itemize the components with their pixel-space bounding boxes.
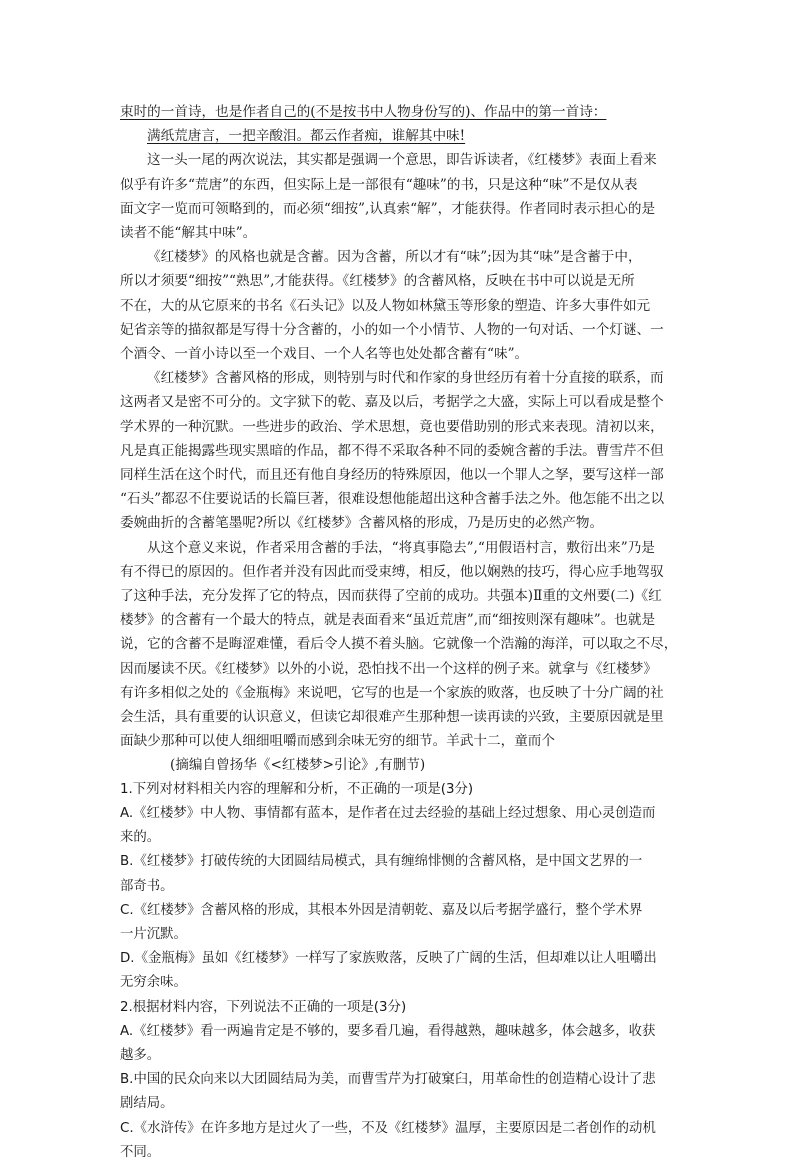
question-text-line: 2.根据材料内容，下列说法不正确的一项是(3分): [120, 999, 407, 1015]
text-line: 因而屡读不厌。《红楼梦》以外的小说，恐怕找不出一个这样的例子来。就拿与《红楼梦》: [120, 660, 657, 677]
question-text-line: D.《金瓶梅》虽如《红楼梦》一样写了家族败落，反映了广阔的生活，但却难以让人咀嚼出: [120, 951, 657, 967]
text-line: 同样生活在这个时代，而且还有他自身经历的特殊原因，他以一个罪人之孥，要写这样一部: [120, 467, 664, 484]
text-line: 凡是真正能揭露些现实黑暗的作品，都不得不采取各种不同的委婉含蓄的手法。曹雪芹不但: [120, 442, 664, 459]
text-line: 学术界的一种沉默。一些进步的政治、学术思想，竟也要借助别的形式来表现。清初以来，: [120, 418, 664, 435]
question-text-line: 一片沉默。: [120, 926, 187, 942]
question-text-line: A.《红楼梦》中人物、事情都有蓝本，是作者在过去经验的基础上经过想象、用心灵创造而: [120, 805, 656, 821]
question-text-line: 越多。: [120, 1047, 161, 1063]
text-line: 说，它的含蓄不是晦涩难懂，看后令人摸不着头脑。它就像一个浩瀚的海洋，可以取之不尽，: [120, 636, 678, 653]
text-line: 满纸荒唐言，一把辛酸泪。都云作者痴，谁解其中味!: [147, 128, 466, 145]
text-line: 了这种手法，充分发挥了它的特点，因而获得了空前的成功。共强本)Ⅱ重的文州要(二)《红: [120, 588, 662, 605]
text-line: 委婉曲折的含蓄笔墨呢?所以《红楼梦》含蓄风格的形成，乃是历史的必然产物。: [120, 515, 604, 532]
text-line: 似乎有许多“荒唐”的东西，但实际上是一部很有“趣味”的书，只是这种“味”不是仅从表: [120, 176, 638, 193]
text-line: 楼梦》的含蓄有一个最大的特点，就是表面看来“虽近荒唐”,而“细按则深有趣味”。也就是: [120, 612, 656, 629]
text-line: 《红楼梦》的风格也就是含蓄。因为含蓄，所以才有“味”;因为其“味”是含蓄于中，: [147, 249, 642, 266]
text-line: 束时的一首诗，也是作者自己的(不是按书中人物身份写的)、作品中的第一首诗：: [120, 104, 607, 120]
text-line: “石头”都忍不住要说话的长篇巨著，很难设想他能超出这种含蓄手法之外。他怎能不出之以: [120, 491, 665, 508]
text-line: 妃省亲等的描叙都是写得十分含蓄的，小的如一个小情节、人物的一句对话、一个灯谜、一: [120, 321, 664, 338]
text-line: 有许多相似之处的《金瓶梅》来说吧，它写的也是一个家族的败落，也反映了十分广阔的社: [120, 684, 664, 701]
question-text-line: C.《水浒传》在许多地方是过火了一些，不及《红楼梦》温厚，主要原因是二者创作的动机: [120, 1120, 656, 1136]
text-line: 不在，大的从它原来的书名《石头记》以及人物如林黛玉等形象的塑造、许多大事件如元: [120, 297, 651, 314]
text-line: 有不得已的原因的。但作者并没有因此而受束缚，相反，他以娴熟的技巧，得心应手地驾驭: [120, 563, 664, 580]
question-text-line: B.《红楼梦》打破传统的大团圆结局模式，具有缠绵悱恻的含蓄风格，是中国文艺界的一: [120, 854, 643, 870]
text-line: 面缺少那种可以使人细细咀嚼而感到余味无穷的细节。羊武十二，童而个: [120, 733, 555, 750]
text-line: 面文字一览而可领略到的，而必须“细按”,认真索“解”，才能获得。作者同时表示担心的是: [120, 200, 656, 217]
question-text-line: B.中国的民众向来以大团圆结局为美，而曹雪芹为打破窠臼，用革命性的创造精心设计了悲: [120, 1072, 656, 1088]
text-line: 这两者又是密不可分的。文字狱下的乾、嘉及以后，考据学之大盛，实际上可以看成是整个: [120, 394, 664, 411]
text-line: 会生活，具有重要的认识意义，但读它却很难产生那种想一读再读的兴致，主要原因就是里: [120, 709, 664, 726]
text-line: 从这个意义来说，作者采用含蓄的手法，“将真事隐去”,“用假语村言，敷衍出来”乃是: [147, 539, 655, 556]
question-text-line: 来的。: [120, 830, 161, 846]
text-line: 这一头一尾的两次说法，其实都是强调一个意思，即告诉读者，《红楼梦》表面上看来: [147, 152, 657, 169]
question-text-line: 无穷余味。: [120, 975, 187, 991]
question-text-line: 部奇书。: [120, 878, 174, 894]
question-text-line: 不同。: [120, 1144, 161, 1160]
text-line: 《红楼梦》含蓄风格的形成，则特别与时代和作家的身世经历有着十分直接的联系，而: [147, 370, 664, 387]
text-line: 读者不能“解其中味”。: [120, 225, 257, 242]
question-text-line: C.《红楼梦》含蓄风格的形成，其根本外因是清朝乾、嘉及以后考据学盛行，整个学术界: [120, 902, 643, 918]
text-line: 所以才须要“细按”“熟思”,才能获得。《红楼梦》的含蓄风格，反映在书中可以说是无所: [120, 273, 635, 290]
question-text-line: 1.下列对材料相关内容的理解和分析，不正确的一项是(3分): [120, 781, 474, 797]
text-line: (摘编自曾扬华《<红楼梦>引论》,有删节): [170, 757, 426, 774]
question-text-line: A.《红楼梦》看一两遍肯定是不够的，要多看几遍，看得越熟，趣味越多，体会越多，收获: [120, 1023, 656, 1039]
text-line: 个酒令、一首小诗以至一个戏目、一个人名等也处处都含蓄有“味”。: [120, 346, 529, 363]
question-text-line: 剧结局。: [120, 1096, 174, 1112]
